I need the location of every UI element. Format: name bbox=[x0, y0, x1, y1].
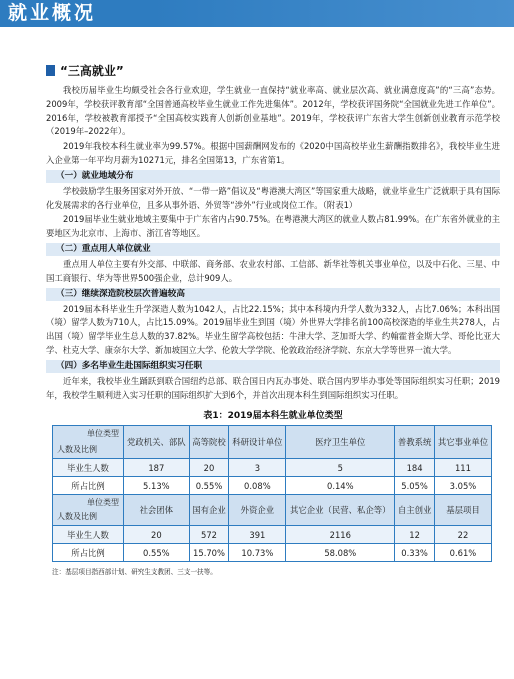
subsection-heading bbox=[46, 170, 500, 183]
square-marker-icon bbox=[46, 65, 55, 76]
table-cell: 5.13% bbox=[124, 477, 190, 495]
table-header-row bbox=[53, 426, 492, 459]
table-header-cell: 党政机关、部队 bbox=[124, 426, 190, 459]
table-caption: 表1：2019届本科生就业单位类型 bbox=[203, 411, 343, 422]
subsection-label: （三）继续深造院校层次普遍较高 bbox=[56, 288, 185, 299]
table-header-cell: 其它企业（民营、私企等） bbox=[286, 495, 395, 526]
table-header-cell: 高等院校 bbox=[189, 426, 229, 459]
table-header-cell: 自主创业 bbox=[395, 495, 435, 526]
table-cell: 0.55% bbox=[124, 544, 190, 562]
diagonal-top-label: 单位类型 bbox=[87, 498, 119, 508]
table-cell: 184 bbox=[395, 459, 435, 477]
table-cell: 0.14% bbox=[286, 477, 395, 495]
section-title: “三高就业” bbox=[60, 63, 124, 78]
table-cell: 5.05% bbox=[395, 477, 435, 495]
table-row bbox=[53, 459, 492, 477]
table-header-cell: 社会团体 bbox=[124, 495, 190, 526]
diagonal-header-cell bbox=[53, 495, 124, 526]
table-cell: 0.61% bbox=[434, 544, 491, 562]
diagonal-header-cell bbox=[53, 426, 124, 459]
table-header-cell: 普教系统 bbox=[395, 426, 435, 459]
diagonal-bottom-label: 人数及比例 bbox=[57, 512, 97, 522]
table-cell: 10.73% bbox=[229, 544, 286, 562]
table-note: 注：基层项目指西部计划、研究生支教团、三支一扶等。 bbox=[52, 568, 217, 577]
table-cell: 3.05% bbox=[434, 477, 491, 495]
table-cell: 2116 bbox=[286, 526, 395, 544]
subsection-heading bbox=[46, 288, 500, 301]
page-title: 就业概况 bbox=[8, 2, 97, 24]
row-label: 毕业生人数 bbox=[53, 526, 124, 544]
subsection-label: （四）多名毕业生赴国际组织实习任职 bbox=[56, 360, 203, 371]
table-header-cell: 基层项目 bbox=[434, 495, 491, 526]
paragraph-key-employers: 重点用人单位主要有外交部、中联部、商务部、农业农村部、工信部、新华社等机关事业单位，以及中石化、三星、中国工商银行、华为等世界500强企业，总计909人。 bbox=[46, 258, 500, 283]
table-header-cell: 外资企业 bbox=[229, 495, 286, 526]
table-header-cell: 其它事业单位 bbox=[434, 426, 491, 459]
content-body bbox=[46, 84, 500, 576]
table-header-cell: 医疗卫生单位 bbox=[286, 426, 395, 459]
paragraph-international-orgs: 近年来，我校毕业生踊跃到联合国纽约总部、联合国日内瓦办事处、联合国内罗毕办事处等国际组织实习任职；2019年，我校学生顺利进入实习任职的国际组织扩大到6个，并首次出现本科生到国际组织实习任职。 bbox=[46, 375, 500, 400]
table-row bbox=[53, 477, 492, 495]
table-row bbox=[53, 544, 492, 562]
paragraph-further-study: 2019届本科毕业生升学深造人数为1042人，占比22.15%；其中本科境内升学人数为332人，占比7.06%；本科出国（境）留学人数为710人，占比15.09%。2019届毕业生到国（境）外世界大学排名前100高校深造的毕业生共278人，占出国（境）留学毕业生总人数的37.82%。毕业生留学高校包括：牛津大学、芝加哥大学、约翰霍普金斯大学、哥伦比亚大学、杜克大学、康奈尔大学、新加坡国立大学、伦敦大学学院、伦敦政治经济学院、东京大学等世界一流大学。 bbox=[46, 303, 500, 355]
diagonal-bottom-label: 人数及比例 bbox=[57, 445, 97, 455]
paragraph-regional-1: 学校鼓励学生服务国家对外开放、“一带一路”倡议及“粤港澳大湾区”等国家重大战略，就业毕业生广泛就职于具有国际化发展需求的各行业单位，且多从事外语、外贸等“涉外”行业或岗位工作。（附表1） bbox=[46, 185, 500, 210]
table-cell: 22 bbox=[434, 526, 491, 544]
subsection-label: （二）重点用人单位就业 bbox=[56, 243, 151, 254]
table-cell: 20 bbox=[189, 459, 229, 477]
subsection-label: （一）就业地域分布 bbox=[56, 170, 134, 181]
table-header-row bbox=[53, 495, 492, 526]
row-label: 毕业生人数 bbox=[53, 459, 124, 477]
row-label: 所占比例 bbox=[53, 544, 124, 562]
paragraph-intro: 我校历届毕业生均颇受社会各行业欢迎，学生就业一直保持“就业率高、就业层次高、就业满意度高”的“三高”态势。2009年，学校获评教育部“全国普通高校毕业生就业工作先进集体”。2012年，学校获评国务院“全国就业先进工作单位”。2016年，学校被教育部授予“全国高校实践育人创新创业基地”。2019年，学校获评广东省大学生创新创业教育示范学校（2019年–2022年）。 bbox=[46, 85, 500, 137]
table-cell: 572 bbox=[189, 526, 229, 544]
table-cell: 0.33% bbox=[395, 544, 435, 562]
table-cell: 0.55% bbox=[189, 477, 229, 495]
row-label: 所占比例 bbox=[53, 477, 124, 495]
subsection-heading bbox=[46, 360, 500, 373]
table-cell: 58.08% bbox=[286, 544, 395, 562]
table-cell: 391 bbox=[229, 526, 286, 544]
table-row bbox=[53, 526, 492, 544]
header-decoration bbox=[150, 0, 514, 27]
table-header-cell: 国有企业 bbox=[189, 495, 229, 526]
table-cell: 187 bbox=[124, 459, 190, 477]
table-cell: 5 bbox=[286, 459, 395, 477]
table-cell: 3 bbox=[229, 459, 286, 477]
diagonal-top-label: 单位类型 bbox=[87, 429, 119, 439]
table-cell: 12 bbox=[395, 526, 435, 544]
table-cell: 15.70% bbox=[189, 544, 229, 562]
employment-type-table bbox=[52, 425, 492, 562]
table-cell: 111 bbox=[434, 459, 491, 477]
paragraph-employment-rate: 2019年我校本科生就业率为99.57%。根据中国薪酬网发布的《2020中国高校毕业生薪酬指数排名》，我校毕业生进入企业第一年平均月薪为10271元，排名全国第13，广东省第1。 bbox=[46, 141, 500, 165]
table-cell: 20 bbox=[124, 526, 190, 544]
table-header-cell: 科研设计单位 bbox=[229, 426, 286, 459]
section-heading bbox=[46, 63, 124, 77]
paragraph-regional-2: 2019届毕业生就业地域主要集中于广东省内占90.75%。在粤港澳大湾区的就业人数占81.99%。在广东省外就业的主要地区为北京市、上海市、浙江省等地区。 bbox=[46, 214, 500, 239]
table-cell: 0.08% bbox=[229, 477, 286, 495]
subsection-heading bbox=[46, 243, 500, 256]
